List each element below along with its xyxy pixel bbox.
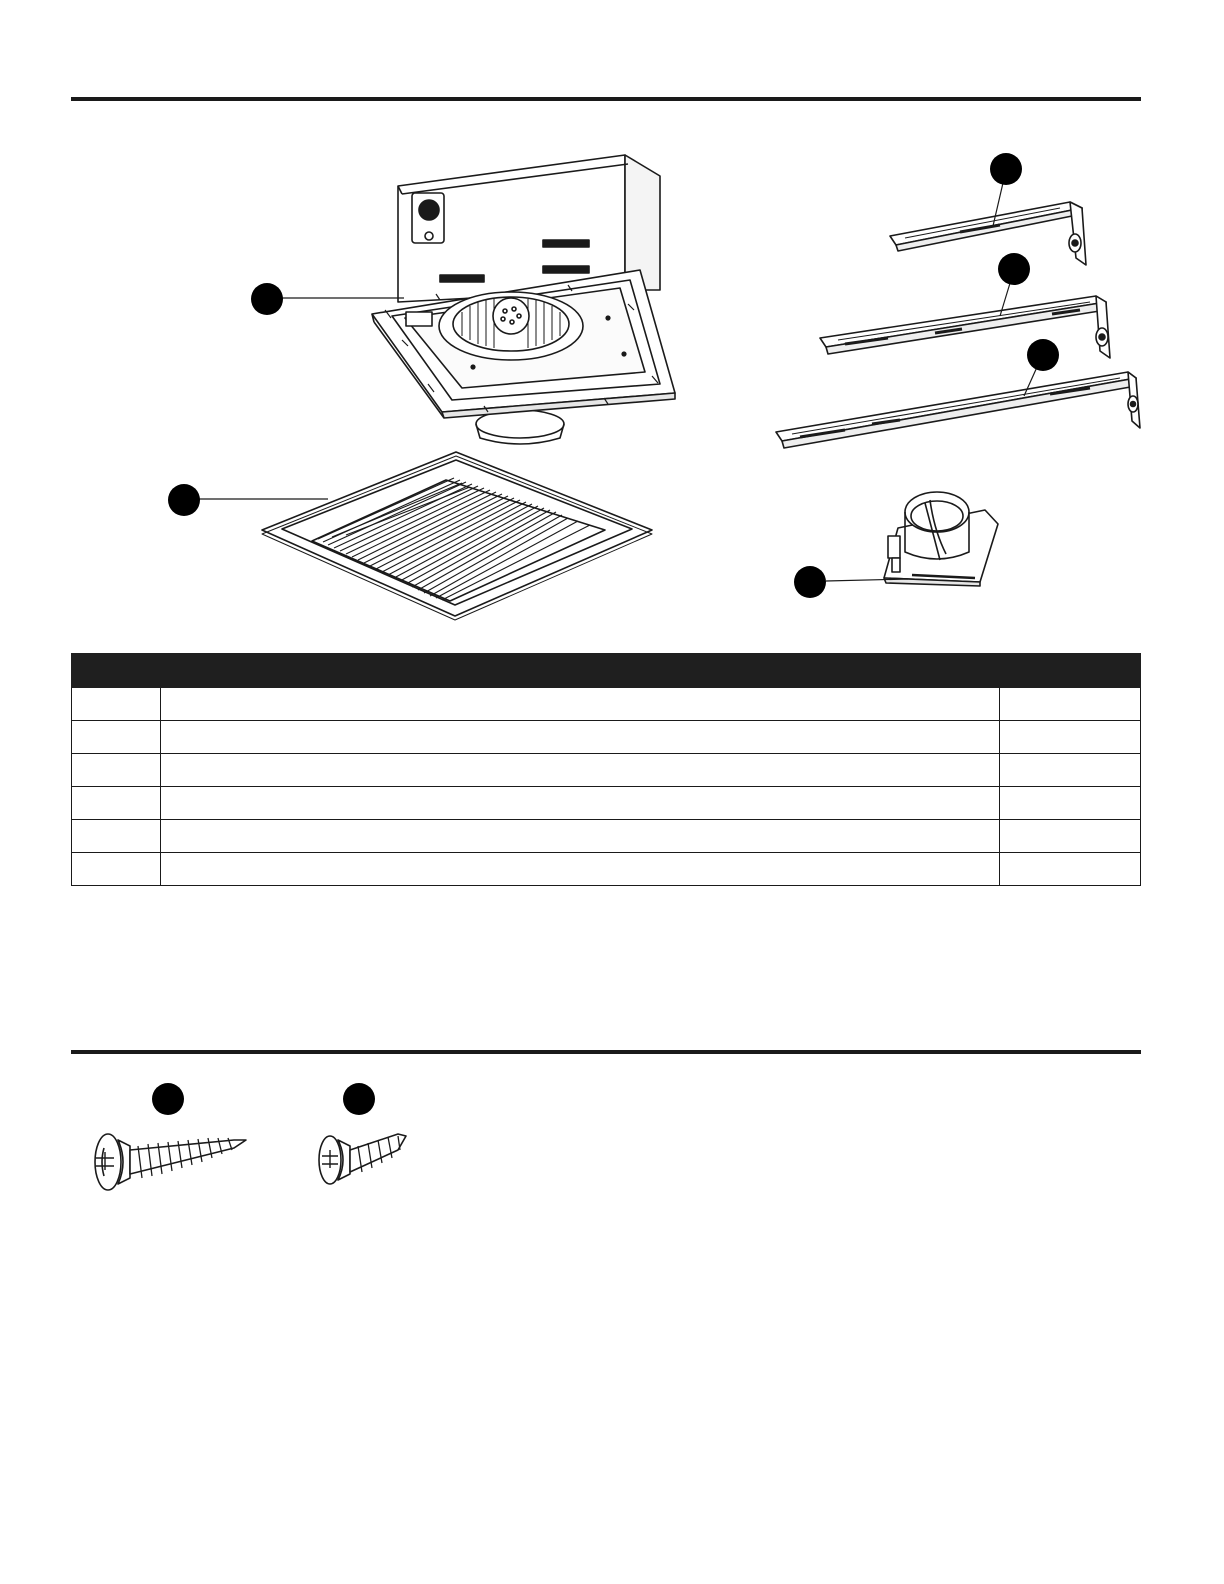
table-row <box>72 721 1141 754</box>
callout-marker-duct-connector <box>794 566 826 598</box>
medium-bracket-illustration <box>820 296 1110 358</box>
part-cell <box>72 787 161 820</box>
parts-table <box>71 653 1141 886</box>
description-cell <box>161 754 1000 787</box>
header-description <box>161 654 1000 688</box>
callout-marker-grille <box>168 484 200 516</box>
quantity-cell <box>1000 688 1141 721</box>
short-screw-illustration <box>319 1134 406 1184</box>
short-bracket-illustration <box>890 202 1086 265</box>
description-cell <box>161 688 1000 721</box>
callout-marker-long-screw <box>152 1083 184 1115</box>
hardware-rule <box>71 1050 1141 1054</box>
fan-housing-illustration <box>372 155 675 444</box>
table-row <box>72 754 1141 787</box>
table-row <box>72 787 1141 820</box>
part-cell <box>72 820 161 853</box>
description-cell <box>161 853 1000 886</box>
long-bracket-illustration <box>776 372 1140 448</box>
part-cell <box>72 754 161 787</box>
header-quantity <box>1000 654 1141 688</box>
callout-marker-short-bracket <box>990 153 1022 185</box>
table-row <box>72 853 1141 886</box>
duct-connector-illustration <box>884 492 998 586</box>
quantity-cell <box>1000 721 1141 754</box>
description-cell <box>161 721 1000 754</box>
description-cell <box>161 820 1000 853</box>
quantity-cell <box>1000 787 1141 820</box>
part-cell <box>72 721 161 754</box>
quantity-cell <box>1000 853 1141 886</box>
description-cell <box>161 787 1000 820</box>
part-cell <box>72 688 161 721</box>
parts-table-header <box>72 654 1141 688</box>
grille-illustration <box>262 452 652 620</box>
header-part <box>72 654 161 688</box>
callout-marker-medium-bracket <box>998 253 1030 285</box>
table-row <box>72 820 1141 853</box>
callout-marker-long-bracket <box>1027 339 1059 371</box>
quantity-cell <box>1000 820 1141 853</box>
part-cell <box>72 853 161 886</box>
callout-marker-housing <box>251 283 283 315</box>
long-screw-illustration <box>95 1134 246 1190</box>
quantity-cell <box>1000 754 1141 787</box>
package-contents-figure <box>0 0 1224 640</box>
callout-marker-short-screw <box>343 1083 375 1115</box>
table-row <box>72 688 1141 721</box>
hardware-figure <box>0 1070 1224 1210</box>
